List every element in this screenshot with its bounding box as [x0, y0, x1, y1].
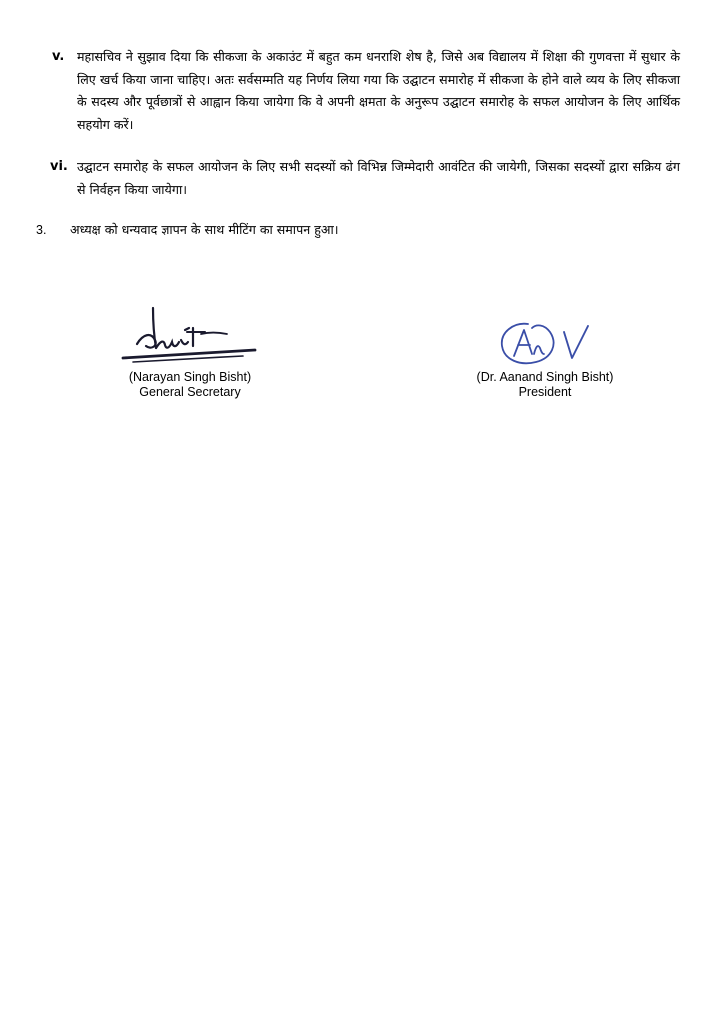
item-text: अध्यक्ष को धन्यवाद ज्ञापन के साथ मीटिंग का समापन हुआ। — [70, 222, 339, 237]
signature-image — [115, 298, 265, 370]
signatory-name: (Dr. Aanand Singh Bisht) — [476, 370, 614, 384]
item-marker: 3. — [36, 223, 47, 237]
minutes-item-3 — [36, 220, 636, 240]
signatory-title: General Secretary — [139, 385, 241, 399]
signature-block-president — [450, 318, 640, 400]
minutes-item-v — [52, 46, 680, 136]
item-text: उद्घाटन समारोह के सफल आयोजन के लिए सभी सदस्यों को विभिन्न जिम्मेदारी आवंटित की जायेगी, जिसका सदस्यों द्वारा सक्रिय ढंग से निर्वहन किया जायेगा। — [77, 159, 680, 197]
signature-image — [480, 318, 610, 370]
signatory-title: President — [518, 385, 572, 399]
signature-block-general-secretary — [100, 298, 280, 400]
signatory-name: (Narayan Singh Bisht) — [128, 370, 252, 384]
item-text: महासचिव ने सुझाव दिया कि सीकजा के अकाउंट में बहुत कम धनराशि शेष है, जिसे अब विद्यालय में शिक्षा की गुणवत्ता में सुधार के लिए खर्च किया जाना चाहिए। अतः सर्वसम्मति यह निर्णय लिया गया कि उद्घाटन समारोह में सीकजा के होने वाले व्यय के लिए सीकजा के सदस्य और पूर्वछात्रों से आह्वान किया जायेगा कि वे अपनी क्षमता के अनुरूप उद्घाटन समारोह के सफल आयोजन के लिए आर्थिक सहयोग करें। — [77, 49, 680, 132]
item-marker: vi. — [50, 159, 68, 174]
item-marker: v. — [52, 49, 65, 64]
minutes-item-vi — [50, 156, 680, 201]
